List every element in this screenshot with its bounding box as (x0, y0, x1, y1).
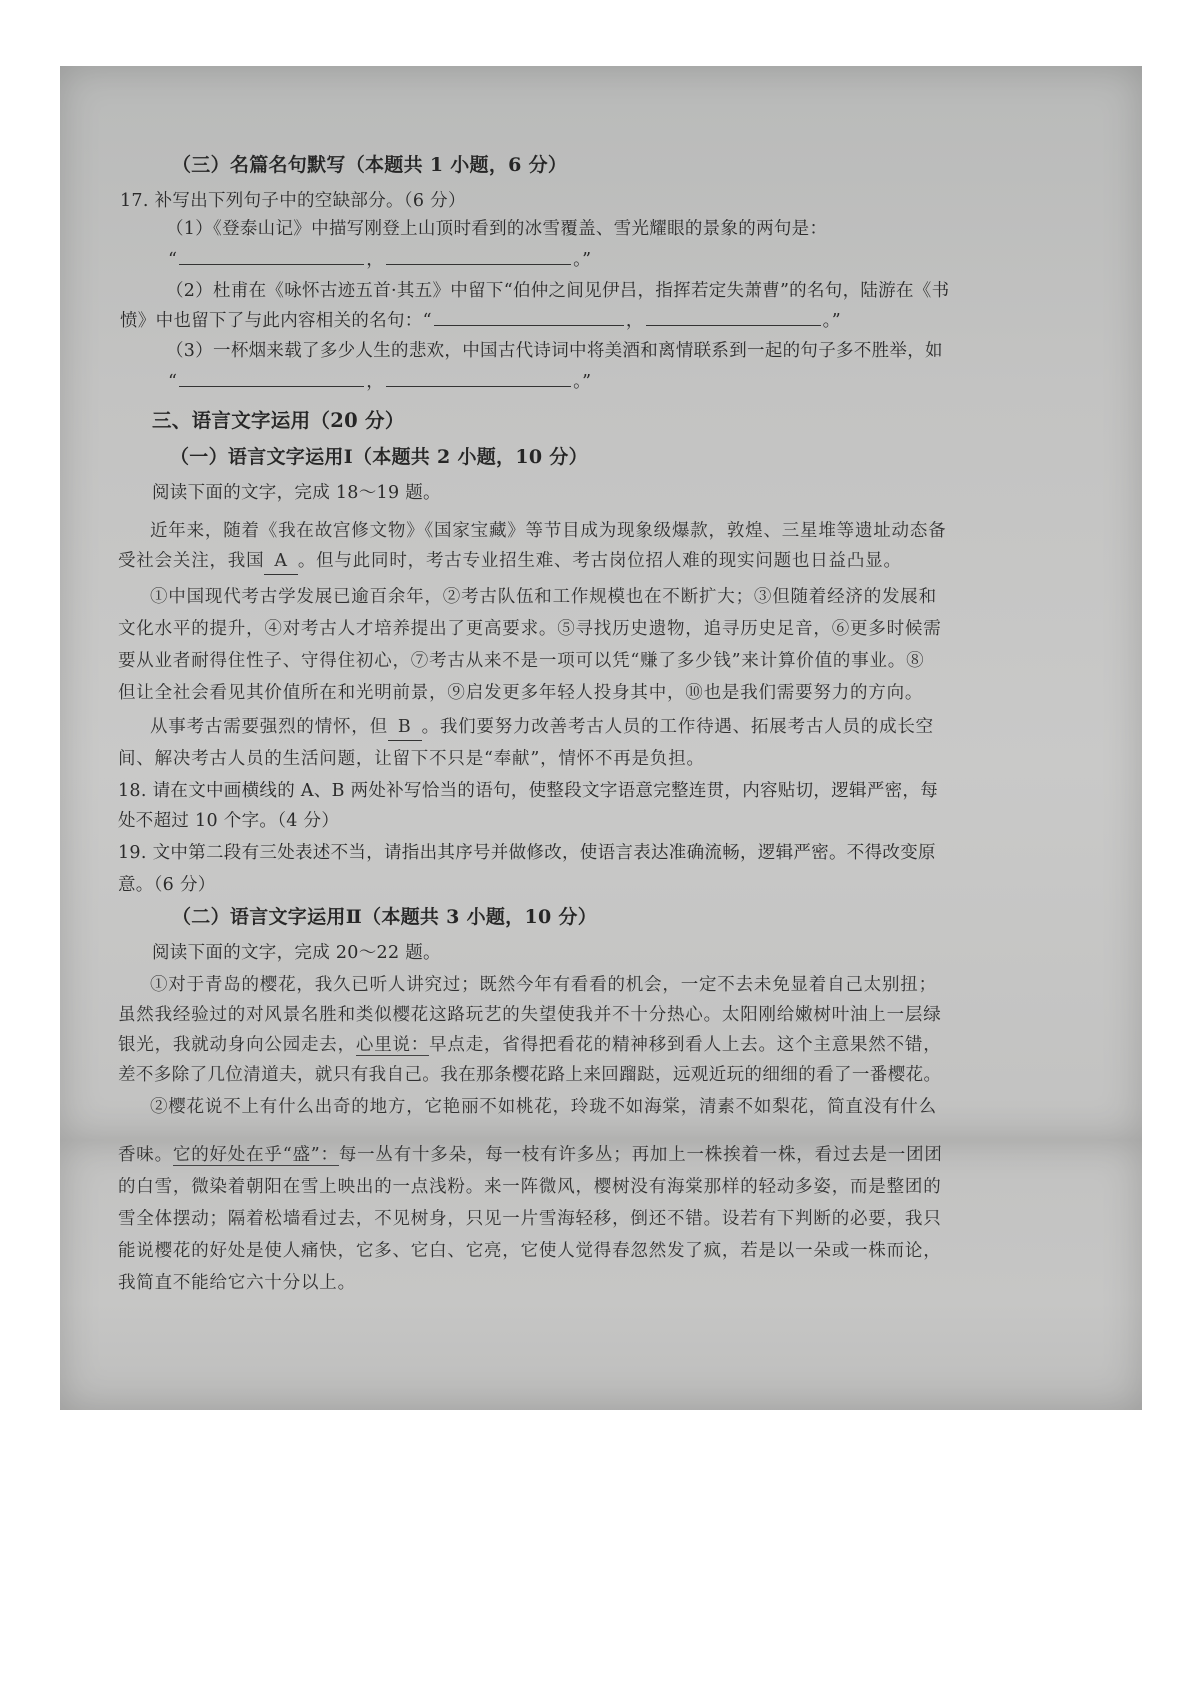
passage-1-p2-line-2: 文化水平的提升，④对考古人才培养提出了更高要求。⑤寻找历史遗物，追寻历史足音，⑥更多时候需 (118, 619, 942, 639)
passage-1-p3-line-1: 从事考古需要强烈的情怀，但 B 。我们要努力改善考古人员的工作待遇、拓展考古人员的成长空 (150, 714, 1142, 741)
passage-2-p1-line-4: 差不多除了几位清道夫，就只有我自己。我在那条樱花路上来回蹓跶，远观近玩的细细的看了一番樱花。 (118, 1065, 942, 1085)
underlined-phrase: 它的好处在乎“盛”： (172, 1145, 339, 1165)
question-17-item-3: （3）一杯烟来载了多少人生的悲欢，中国古代诗词中将美酒和离情联系到一起的句子多不胜举，如 (166, 341, 943, 361)
blank-b[interactable]: B (388, 714, 422, 741)
passage-2-p1-line-1: ①对于青岛的樱花，我久已听人讲究过；既然今年有看看的机会，一定不去未免显着自己太别扭； (150, 975, 937, 995)
answer-blank[interactable] (434, 307, 624, 326)
passage-2-p2-line-1: ②樱花说不上有什么出奇的地方，它艳丽不如桃花，玲珑不如海棠，清素不如梨花，简直没有什么 (150, 1097, 937, 1117)
question-17-item-2-answer-line: 愤》中也留下了与此内容相关的名句：“ ， 。” (120, 307, 1142, 334)
passage-2-p2-line-6: 我简直不能给它六十分以上。 (118, 1273, 356, 1293)
question-17-item-1: （1）《登泰山记》中描写刚登上山顶时看到的冰雪覆盖、雪光耀眼的景象的两句是： (166, 219, 828, 239)
passage-2-p2-line-2: 香味。它的好处在乎“盛”：每一丛有十多朵，每一枝有许多丛；再加上一株挨着一株，看过去是一团团 (118, 1145, 943, 1165)
passage-1-p1-line-2: 受社会关注，我国 A 。但与此同时，考古专业招生难、考古岗位招人难的现实问题也日益凸显。 (118, 548, 1142, 575)
question-19-line-2: 意。（6 分） (118, 875, 216, 895)
blank-a[interactable]: A (264, 548, 297, 575)
question-17-item-1-answer-line: “ ， 。” (168, 246, 1142, 273)
underlined-phrase: 心里说： (355, 1035, 430, 1055)
passage-1-p1-line-1: 近年来，随着《我在故宫修文物》《国家宝藏》等节目成为现象级爆款，敦煌、三星堆等遗址动态备 (150, 521, 947, 541)
subsection-1-title: （一）语言文字运用Ⅰ（本题共 2 小题，10 分） (170, 446, 588, 468)
subsection-1-intro: 阅读下面的文字，完成 18～19 题。 (152, 483, 441, 503)
question-18-line-1: 18. 请在文中画横线的 A、B 两处补写恰当的语句，使整段文字语意完整连贯，内容贴切，逻辑严密，每 (118, 781, 939, 801)
passage-2-p2-line-4: 雪全体摆动；隔着松墙看过去，不见树身，只见一片雪海轻移，倒还不错。设若有下判断的必要，我只 (118, 1209, 942, 1229)
passage-1-p3-line-2: 间、解决考古人员的生活问题，让留下不只是“奉献”，情怀不再是负担。 (118, 749, 705, 769)
passage-2-p2-line-5: 能说樱花的好处是使人痛快，它多、它白、它亮，它使人觉得春忽然发了疯，若是以一朵或一株而论， (118, 1241, 942, 1261)
subsection-2-intro: 阅读下面的文字，完成 20～22 题。 (152, 943, 441, 963)
section-title-famous-lines: （三）名篇名句默写（本题共 1 小题，6 分） (172, 154, 568, 176)
answer-blank[interactable] (646, 307, 821, 326)
scanned-exam-page-lower (60, 1140, 1142, 1410)
passage-2-p1-line-3: 银光，我就动身向公园走去，心里说：早点走，省得把看花的精神移到看人上去。这个主意果然不错， (118, 1035, 942, 1055)
question-17-item-2-line-1: （2）杜甫在《咏怀古迹五首·其五》中留下“伯仲之间见伊吕，指挥若定失萧曹”的名句，陆游在《书 (166, 281, 950, 301)
scanned-exam-page (60, 66, 1142, 1140)
passage-1-p2-line-4: 但让全社会看见其价值所在和光明前景，⑨启发更多年轻人投身其中，⑩也是我们需要努力的方向。 (118, 683, 924, 703)
question-17-stem: 17. 补写出下列句子中的空缺部分。（6 分） (120, 191, 466, 211)
passage-2-p1-line-2: 虽然我经验过的对风景名胜和类似樱花这路玩艺的失望使我并不十分热心。太阳刚给嫩树叶油上一层绿 (118, 1005, 942, 1025)
question-18-line-2: 处不超过 10 个字。（4 分） (118, 811, 340, 831)
passage-1-p2-line-3: 要从业者耐得住性子、守得住初心，⑦考古从来不是一项可以凭“赚了多少钱”来计算价值的事业。⑧ (118, 651, 925, 671)
answer-blank[interactable] (386, 368, 571, 387)
subsection-2-title: （二）语言文字运用Ⅱ（本题共 3 小题，10 分） (172, 906, 598, 928)
question-17-item-3-answer-line: “ ， 。” (168, 368, 1142, 395)
answer-blank[interactable] (179, 368, 364, 387)
answer-blank[interactable] (386, 246, 571, 265)
question-19-line-1: 19. 文中第二段有三处表述不当，请指出其序号并做修改，使语言表达准确流畅，逻辑严密。不得改变原 (118, 843, 936, 863)
section-3-title: 三、语言文字运用（20 分） (152, 409, 405, 432)
passage-2-p2-line-3: 的白雪，微染着朝阳在雪上映出的一点浅粉。来一阵微风，樱树没有海棠那样的轻动多姿，而是整团的 (118, 1177, 942, 1197)
answer-blank[interactable] (179, 246, 364, 265)
passage-1-p2-line-1: ①中国现代考古学发展已逾百余年，②考古队伍和工作规模也在不断扩大；③但随着经济的发展和 (150, 587, 937, 607)
